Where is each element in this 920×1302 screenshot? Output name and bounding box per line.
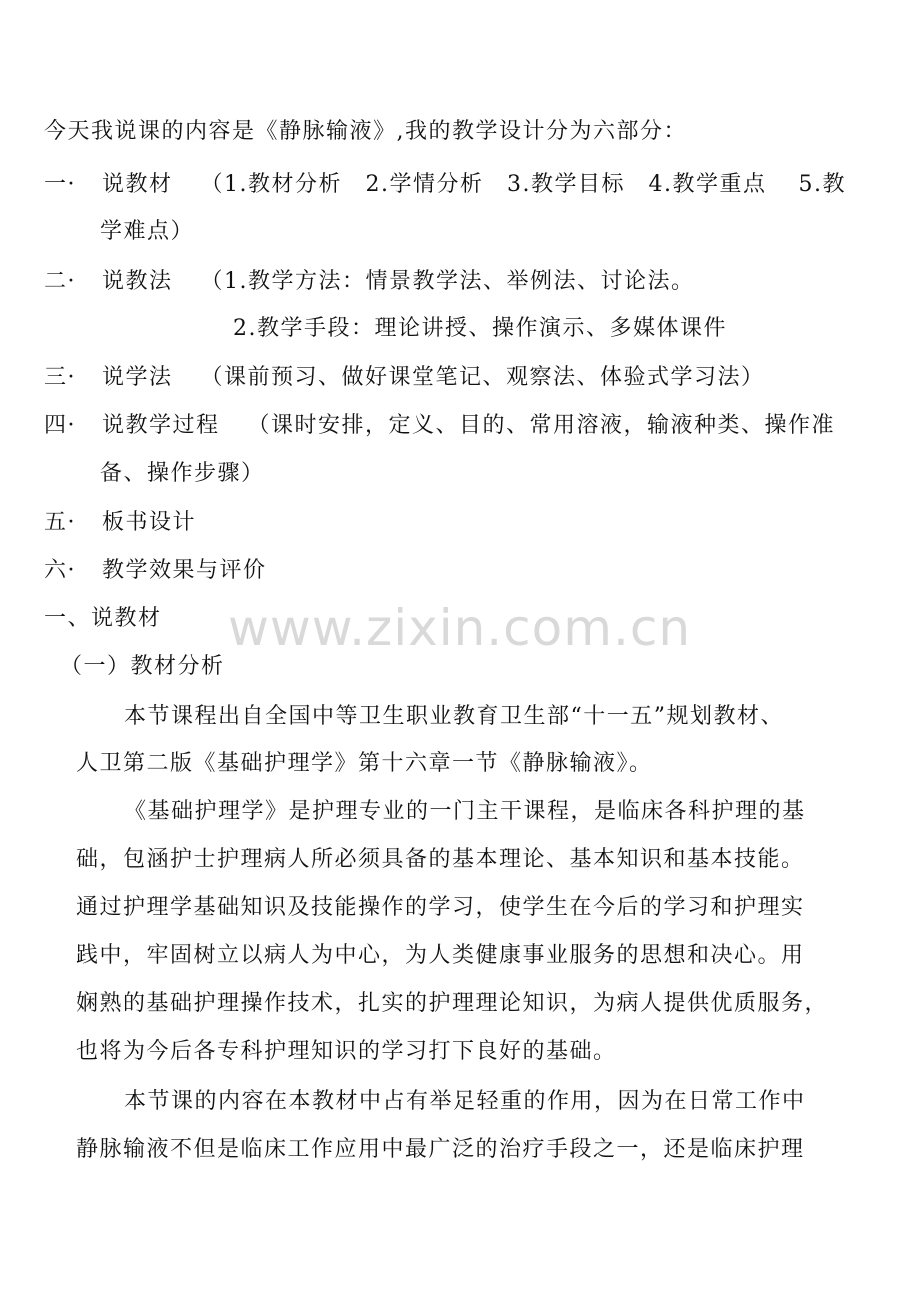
watermark: www.zixin.com.cn xyxy=(228,599,692,657)
outline-detail: （1.教学方法：情景教学法、举例法、讨论法。 xyxy=(200,269,695,294)
paragraph-2-line-6: 也将为今后各专科护理知识的学习打下良好的基础。 xyxy=(76,1039,617,1064)
outline-item-1 xyxy=(44,170,846,200)
outline-detail: （课时安排，定义、目的、常用溶液，输液种类、操作准 xyxy=(247,413,836,438)
outline-item-5 xyxy=(44,508,196,538)
outline-item-1-continued: 学难点） xyxy=(100,219,195,244)
outline-title: 说教学过程 xyxy=(102,413,220,438)
outline-number: 四· xyxy=(44,413,76,438)
outline-item-3 xyxy=(44,363,765,393)
outline-item-4 xyxy=(44,411,835,441)
paragraph-3-line-1: 本节课的内容在本教材中占有举足轻重的作用，因为在日常工作中 xyxy=(124,1089,806,1114)
outline-number: 五· xyxy=(44,510,76,535)
paragraph-2-line-4: 践中，牢固树立以病人为中心，为人类健康事业服务的思想和决心。用 xyxy=(76,943,805,968)
outline-item-6 xyxy=(44,556,267,586)
subsection-heading: （一）教材分析 xyxy=(60,654,225,679)
outline-title: 说学法 xyxy=(102,365,173,390)
intro-line: 今天我说课的内容是《静脉输液》,我的教学设计分为六部分： xyxy=(44,119,687,144)
outline-item-2-continued: 2.教学手段：理论讲授、操作演示、多媒体课件 xyxy=(233,316,727,341)
outline-detail: （1.教材分析 2.学情分析 3.教学目标 4.教学重点 5.教 xyxy=(200,172,846,197)
paragraph-2-line-2: 础，包涵护士护理病人所必须具备的基本理论、基本知识和基本技能。 xyxy=(76,847,805,872)
outline-title: 说教材 xyxy=(102,172,173,197)
paragraph-2-line-5: 娴熟的基础护理操作技术，扎实的护理理论知识，为病人提供优质服务， xyxy=(76,991,829,1016)
paragraph-1-line-1: 本节课程出自全国中等卫生职业教育卫生部“十一五”规划教材、 xyxy=(124,704,784,729)
outline-title: 说教法 xyxy=(102,269,173,294)
outline-title: 教学效果与评价 xyxy=(102,558,267,583)
paragraph-2-line-3: 通过护理学基础知识及技能操作的学习，使学生在今后的学习和护理实 xyxy=(76,895,805,920)
outline-title: 板书设计 xyxy=(102,510,197,535)
outline-detail: （课前预习、做好课堂笔记、观察法、体验式学习法） xyxy=(200,365,765,390)
section-heading: 一、说教材 xyxy=(44,606,162,631)
outline-number: 一· xyxy=(44,172,76,197)
outline-number: 二· xyxy=(44,269,76,294)
paragraph-1-line-2: 人卫第二版《基础护理学》第十六章一节《静脉输液》。 xyxy=(76,751,653,776)
paragraph-2-line-1: 《基础护理学》是护理专业的一门主干课程，是临床各科护理的基 xyxy=(124,799,806,824)
outline-number: 三· xyxy=(44,365,76,390)
outline-number: 六· xyxy=(44,558,76,583)
outline-item-4-continued: 备、操作步骤） xyxy=(100,461,265,486)
outline-item-2 xyxy=(44,267,695,297)
paragraph-3-line-2: 静脉输液不但是临床工作应用中最广泛的治疗手段之一，还是临床护理 xyxy=(76,1137,805,1162)
